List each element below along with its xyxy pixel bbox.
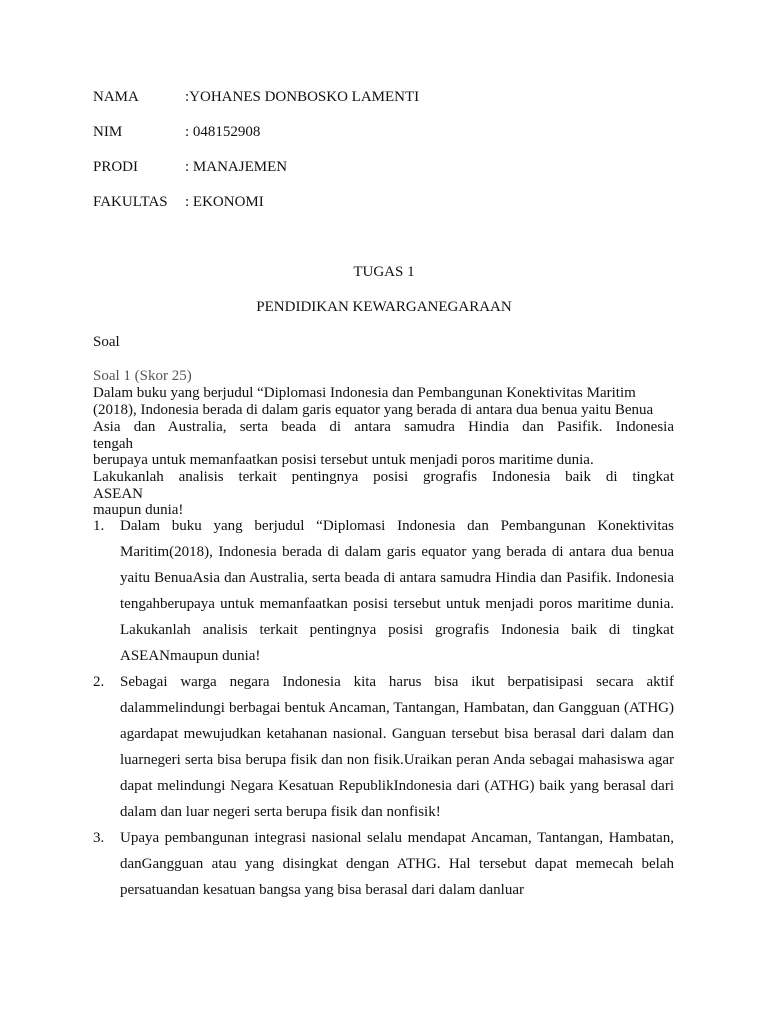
identity-value-fakultas: : EKONOMI <box>185 194 264 210</box>
soal-1-line: ASEAN <box>93 486 144 502</box>
list-item <box>93 825 674 903</box>
identity-label-prodi: PRODI <box>93 159 139 175</box>
identity-value-nim: : 048152908 <box>185 124 261 140</box>
document-title: TUGAS 1 <box>353 264 415 280</box>
document-subtitle: PENDIDIKAN KEWARGANEGARAAN <box>256 299 512 315</box>
soal-1-heading: Soal 1 (Skor 25) <box>93 368 192 384</box>
soal-1-line: tengah <box>93 436 133 452</box>
identity-value-prodi: : MANAJEMEN <box>185 159 288 175</box>
list-item <box>93 513 674 669</box>
soal-1-line: Asia dan Australia, serta beada di antara samudra Hindia dan Pasifik. Indonesia <box>93 419 674 435</box>
soal-1-line: (2018), Indonesia berada di dalam garis equator yang berada di antara dua benua yaitu Benua <box>93 402 654 418</box>
section-label: Soal <box>93 334 120 350</box>
question-number: 3. <box>93 830 105 846</box>
identity-label-fakultas: FAKULTAS <box>93 194 168 210</box>
soal-1-line: Lakukanlah analisis terkait pentingnya posisi grografis Indonesia baik di tingkat <box>93 469 674 485</box>
list-item <box>93 669 674 825</box>
identity-label-nim: NIM <box>93 124 123 140</box>
soal-1-line: Dalam buku yang berjudul “Diplomasi Indonesia dan Pembangunan Konektivitas Maritim <box>93 385 636 401</box>
soal-1-line: berupaya untuk memanfaatkan posisi tersebut untuk menjadi poros maritime dunia. <box>93 452 594 468</box>
question-list <box>93 513 674 903</box>
question-text: Dalam buku yang berjudul “Diplomasi Indonesia dan Pembangunan Konektivitas Maritim(2018), Indonesia berada di dalam garis equator yang berada di antara dua benua yaitu BenuaAsia dan Australia, serta beada di antara samudra Hindia dan Pasifik. Indonesia tengahberupaya untuk memanfaatkan posisi tersebut untuk menjadi poros maritime dunia. Lakukanlah analisis terkait pentingnya posisi grografis Indonesia baik di tingkat ASEANmaupun dunia! <box>120 518 674 664</box>
question-text: Upaya pembangunan integrasi nasional selalu mendapat Ancaman, Tantangan, Hambatan, danGangguan atau yang disingkat dengan ATHG. Hal tersebut dapat memecah belah persatuandan kesatuan bangsa yang bisa berasal dari dalam danluar <box>120 830 674 898</box>
identity-label-nama: NAMA <box>93 89 139 105</box>
question-number: 2. <box>93 674 105 690</box>
identity-value-nama: :YOHANES DONBOSKO LAMENTI <box>185 89 420 105</box>
question-text: Sebagai warga negara Indonesia kita harus bisa ikut berpatisipasi secara aktif dalammelindungi berbagai bentuk Ancaman, Tantangan, Hambatan, dan Gangguan (ATHG) agardapat mewujudkan ketahanan nasional. Ganguan tersebut bisa berasal dari dalam dan luarnegeri serta bisa berupa fisik dan non fisik.Uraikan peran Anda sebagai mahasiswa agar dapat melindungi Negara Kesatuan RepublikIndonesia dari (ATHG) baik yang berasal dari dalam dan luar negeri serta berupa fisik dan nonfisik! <box>120 674 674 820</box>
soal-1-line: maupun dunia! <box>93 502 184 518</box>
question-number: 1. <box>93 518 105 534</box>
